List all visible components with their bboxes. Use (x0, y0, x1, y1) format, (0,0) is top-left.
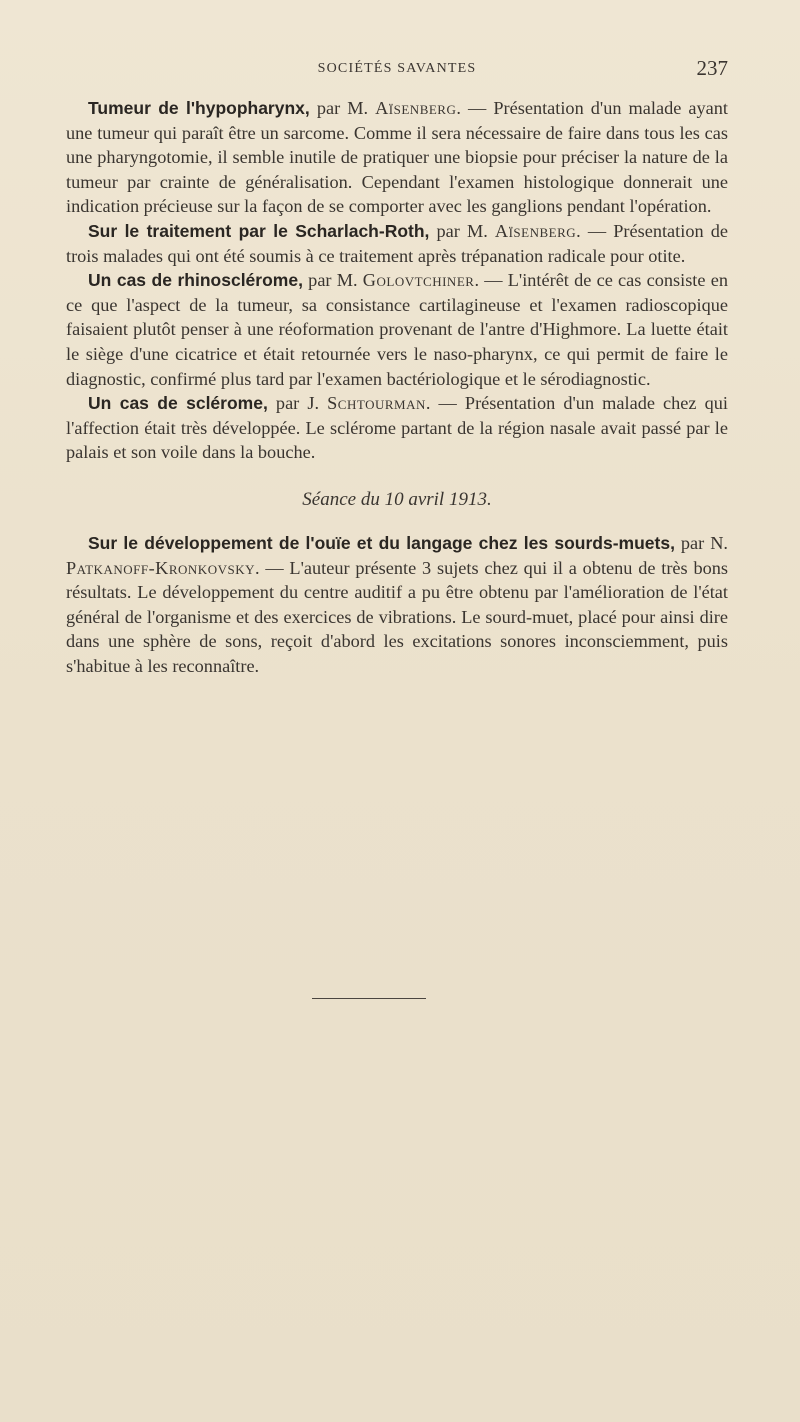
entry-by: par N. (674, 532, 728, 553)
entry-author: Golovtchiner (362, 270, 475, 291)
section-end-rule (312, 998, 426, 999)
entry-by: par M. (309, 98, 376, 118)
entry-text: . — Présentation d'un malade chez qui l'affection était très développée. Le sclérome partant de la région nasale avait passé par le palais et son voile dans la bouche. (66, 393, 728, 463)
entry-text: . — L'auteur présente 3 sujets chez qui il a obtenu de très bons résultats. Le développement du centre auditif a pu être obtenu par l'amélioration de l'état général de l'organisme et des exercices de vibrations. Le sourd-muet, placé pour ainsi dire dans une sphère de sons, reçoit d'abord les excitations sonores inconsciemment, puis s'habitue à les reconnaître. (66, 557, 728, 676)
running-title: SOCIÉTÉS SAVANTES (317, 61, 477, 76)
entry-by: par M. (302, 270, 363, 291)
entry-title: Un cas de rhinosclérome, (88, 270, 303, 291)
page-number: 237 (696, 56, 728, 80)
entry-by: par J. (267, 393, 328, 414)
entry-scharlach-roth (66, 219, 728, 268)
entry-sclerome (66, 391, 728, 465)
body-text (66, 96, 728, 678)
entry-title: Sur le traitement par le Scharlach-Roth, (88, 220, 430, 241)
entry-text: . — L'intérêt de ce cas consiste en ce que l'aspect de la tumeur, sa consistance cartilagineuse et l'examen radioscopique faisaient plutôt penser à une réoformation provenant de l'antre d'Highmore. La luette était le siège d'une cicatrice et était retournée vers le naso-pharynx, ce qui permit de faire le diagnostic, confirmé plus tard par l'examen bactériologique et le sérodiagnostic. (66, 270, 728, 389)
entry-text: . — Présentation d'un malade ayant une tumeur qui paraît être un sarcome. Comme il sera nécessaire de faire dans tous les cas une pharyngotomie, il semble inutile de pratiquer une biopsie pour préciser la nature de la tumeur par crainte de généralisation. Cependant l'examen histologique donnerait une indication précieuse sur la façon de se comporter avec les ganglions pendant l'opération. (66, 98, 728, 217)
entry-title: Sur le développement de l'ouïe et du langage chez les sourds-muets, (88, 532, 675, 553)
entry-author: Aïsenberg (494, 220, 577, 241)
entry-hypopharynx (66, 96, 728, 219)
entry-sourds-muets (66, 531, 728, 679)
entry-by: par M. (429, 220, 495, 241)
entry-text: . — Présentation de trois malades qui ont été soumis à ce traitement après trépanation radicale pour otite. (66, 220, 728, 266)
entry-title: Tumeur de l'hypopharynx, (88, 98, 310, 118)
entry-author: Patkanoff-Kronkovsky (66, 557, 255, 578)
entry-author: Aïsenberg (375, 98, 457, 118)
running-head (66, 58, 728, 86)
entry-author: Schtourman (327, 393, 426, 414)
entry-title: Un cas de sclérome, (88, 393, 268, 414)
session-heading: Séance du 10 avril 1913. (302, 488, 492, 510)
entry-rhinosclerome (66, 268, 728, 391)
